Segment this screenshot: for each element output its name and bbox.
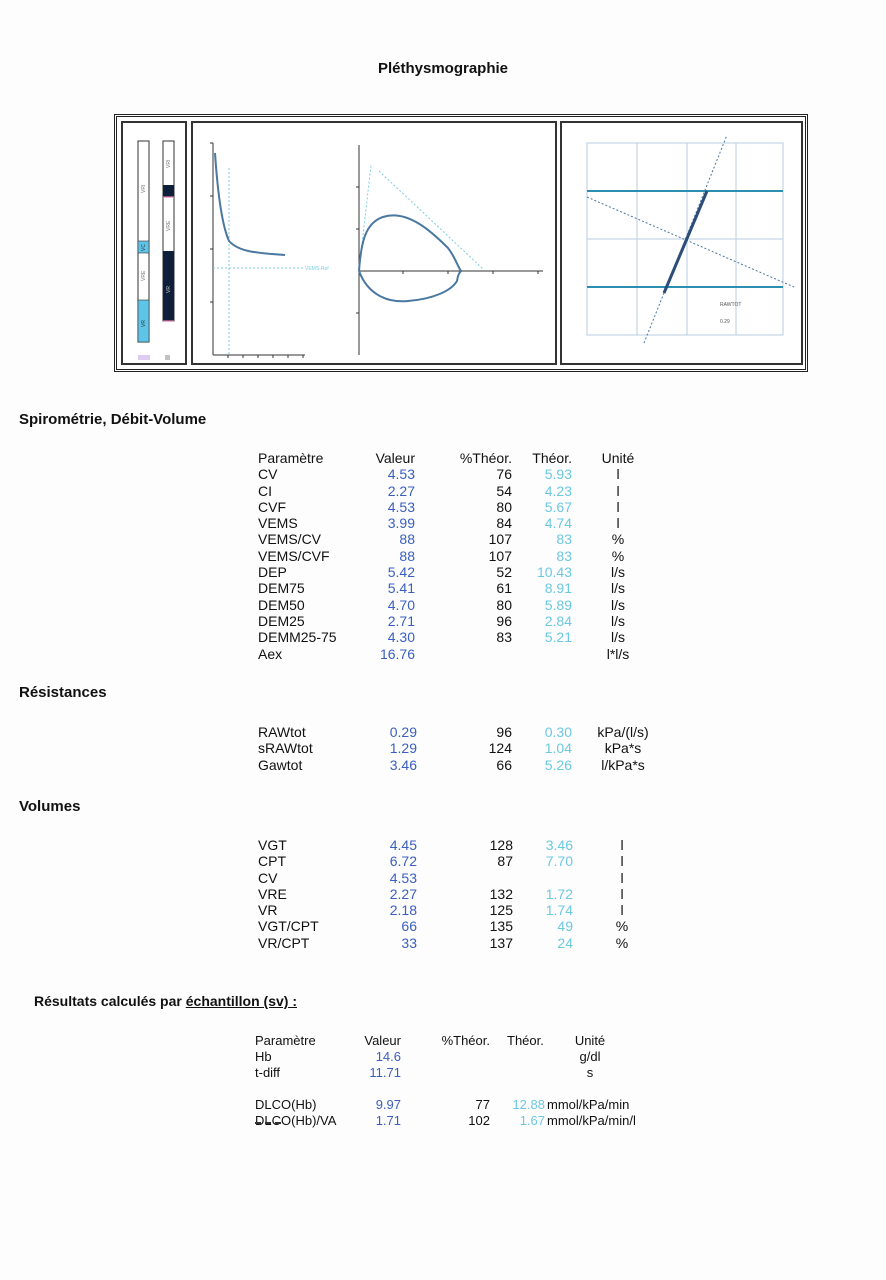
value-cell: 2.27 — [387, 482, 415, 499]
percent-theor-cell: 52 — [496, 564, 512, 581]
bar2-dark-segment-top — [163, 185, 174, 197]
theor-cell: 10.43 — [536, 564, 572, 581]
value-cell: 5.42 — [387, 564, 415, 581]
bar2-dark-segment-bottom — [163, 251, 174, 321]
value-cell: 0.29 — [389, 724, 417, 740]
param-cell: DLCO(Hb) — [255, 1097, 317, 1112]
param-cell: CV — [258, 466, 278, 483]
param-cell: VEMS/CV — [258, 531, 322, 548]
unit-cell: l/s — [611, 564, 625, 581]
table-row — [258, 531, 678, 547]
vt-curve — [215, 153, 285, 255]
unit-cell: % — [615, 918, 629, 935]
percent-theor-cell: 132 — [489, 885, 513, 902]
value-cell: 1.29 — [389, 740, 417, 757]
table-row — [258, 646, 678, 662]
percent-theor-cell: 76 — [496, 466, 512, 483]
value-cell: 2.71 — [387, 612, 415, 629]
value-cell: 5.41 — [387, 580, 415, 597]
table-row — [258, 757, 678, 773]
header-pct: %Théor. — [459, 450, 512, 466]
unit-cell: s — [586, 1065, 594, 1080]
param-cell: CI — [258, 482, 272, 499]
value-cell: 4.45 — [389, 837, 417, 853]
percent-theor-cell: 96 — [496, 724, 512, 740]
fv-expiratory-curve — [359, 215, 461, 271]
table-row — [258, 870, 678, 886]
param-cell: DEM75 — [258, 580, 305, 597]
sample-title-underlined: échantillon (sv) : — [185, 993, 297, 1009]
unit-cell: kPa/(l/s) — [597, 724, 649, 740]
param-cell: CV — [258, 869, 278, 886]
value-cell: 4.53 — [387, 498, 415, 515]
sample-table — [255, 1033, 675, 1129]
table-row — [258, 902, 678, 918]
percent-theor-cell: 137 — [489, 934, 513, 951]
table-row — [258, 853, 678, 869]
theor-cell: 49 — [557, 918, 573, 935]
theor-cell: 7.70 — [545, 853, 573, 870]
value-cell: 4.53 — [389, 869, 417, 886]
theor-cell: 24 — [557, 934, 573, 951]
table-row — [258, 935, 678, 951]
percent-theor-cell: 135 — [489, 918, 513, 935]
header-param: Paramètre — [255, 1033, 316, 1048]
table-row — [258, 886, 678, 902]
sample-title-prefix: Résultats calculés par — [34, 993, 186, 1009]
value-cell: 4.70 — [387, 596, 415, 613]
param-cell: VR — [258, 902, 278, 919]
param-cell: VR/CPT — [258, 934, 310, 951]
table-row — [258, 918, 678, 934]
truncated-row-fragment — [255, 1122, 281, 1126]
param-cell: Gawtot — [258, 756, 303, 773]
param-cell: Aex — [258, 645, 283, 662]
flow-volume-panel — [191, 121, 557, 365]
value-cell: 1.71 — [375, 1113, 401, 1128]
unit-cell: l/s — [611, 580, 625, 597]
bar1-label-vr: VR — [141, 320, 147, 327]
table-row — [258, 483, 678, 499]
unit-cell: l/kPa*s — [601, 756, 645, 773]
param-cell: VRE — [258, 885, 287, 902]
percent-theor-cell: 128 — [489, 837, 513, 853]
theor-cell: 83 — [556, 531, 572, 548]
page-title: Pléthysmographie — [377, 60, 509, 77]
theor-cell: 83 — [556, 547, 572, 564]
header-unit: Unité — [574, 1033, 606, 1048]
unit-cell: l — [620, 902, 624, 919]
param-cell: DEM25 — [258, 612, 305, 629]
theor-cell: 5.93 — [544, 466, 572, 483]
param-cell: VEMS — [258, 515, 298, 532]
theor-cell: 5.21 — [544, 629, 572, 646]
param-cell: VEMS/CVF — [258, 547, 330, 564]
unit-cell: % — [611, 547, 625, 564]
param-cell: CPT — [258, 853, 286, 870]
unit-cell: l — [620, 869, 624, 886]
table-row — [255, 1097, 675, 1113]
unit-cell: l/s — [611, 612, 625, 629]
value-cell: 88 — [399, 531, 415, 548]
header-unit: Unité — [601, 450, 635, 466]
theor-cell: 5.26 — [544, 756, 572, 773]
bar1-label-vre: VRE — [141, 270, 147, 281]
percent-theor-cell: 107 — [488, 531, 512, 548]
theor-cell: 1.67 — [519, 1113, 545, 1128]
table-row — [258, 499, 678, 515]
unit-cell: l — [616, 515, 620, 532]
theor-cell: 4.23 — [544, 482, 572, 499]
table-row — [255, 1113, 675, 1129]
unit-cell: l — [616, 482, 620, 499]
resistance-panel — [560, 121, 803, 365]
theor-cell: 1.04 — [544, 740, 572, 757]
value-cell: 4.30 — [387, 629, 415, 646]
unit-cell: mmol/kPa/min — [547, 1097, 630, 1112]
table-row — [258, 548, 678, 564]
plethysmography-figure — [114, 114, 808, 372]
resistances-table — [258, 724, 678, 773]
value-cell: 33 — [401, 934, 417, 951]
value-cell: 11.71 — [369, 1065, 401, 1080]
table-row — [258, 724, 678, 740]
table-row — [258, 629, 678, 645]
value-cell: 88 — [399, 547, 415, 564]
table-row — [255, 1065, 675, 1081]
header-value: Valeur — [375, 450, 415, 466]
bar2-label-vr: VR — [166, 286, 172, 293]
value-cell: 66 — [401, 918, 417, 935]
table-row — [258, 515, 678, 531]
table-row — [255, 1049, 675, 1065]
header-theor: Théor. — [532, 450, 572, 466]
value-cell: 3.99 — [387, 515, 415, 532]
param-cell: DEM50 — [258, 596, 305, 613]
bar2-label-vre: VRE — [166, 220, 172, 231]
percent-theor-cell: 83 — [496, 629, 512, 646]
res-loop — [664, 191, 707, 293]
unit-cell: l — [616, 466, 620, 483]
res-value-label: 0.29 — [720, 319, 730, 325]
section-sample-results — [34, 993, 297, 1009]
unit-cell: kPa*s — [604, 740, 642, 757]
header-pct: %Théor. — [441, 1033, 490, 1048]
table-row — [258, 564, 678, 580]
unit-cell: g/dl — [579, 1049, 601, 1064]
value-cell: 3.46 — [389, 756, 417, 773]
percent-theor-cell: 102 — [468, 1113, 490, 1128]
fv-inspiratory-curve — [359, 271, 461, 301]
percent-theor-cell: 80 — [496, 596, 512, 613]
volume-bars-panel — [121, 121, 187, 365]
table-row — [258, 580, 678, 596]
unit-cell: l/s — [611, 596, 625, 613]
section-resistances: Résistances — [19, 684, 107, 701]
section-spirometry: Spirométrie, Débit-Volume — [19, 411, 207, 428]
value-cell: 16.76 — [379, 645, 415, 662]
table-row — [258, 613, 678, 629]
table-row — [258, 466, 678, 482]
percent-theor-cell: 84 — [496, 515, 512, 532]
theor-cell: 12.88 — [512, 1097, 545, 1112]
percent-theor-cell: 66 — [496, 756, 512, 773]
theor-cell: 2.84 — [544, 612, 572, 629]
theor-cell: 1.74 — [545, 902, 573, 919]
section-volumes: Volumes — [19, 798, 81, 815]
param-cell: RAWtot — [258, 724, 306, 740]
res-name-label: RAWTOT — [720, 302, 742, 308]
unit-cell: l/s — [611, 629, 625, 646]
table-header — [258, 450, 678, 466]
param-cell: VGT/CPT — [258, 918, 319, 935]
header-param: Paramètre — [258, 450, 324, 466]
percent-theor-cell: 87 — [497, 853, 513, 870]
bar1-label-vc: VC — [141, 244, 147, 251]
percent-theor-cell: 124 — [488, 740, 512, 757]
theor-cell: 4.74 — [544, 515, 572, 532]
theor-cell: 1.72 — [545, 885, 573, 902]
spirometry-table — [258, 450, 678, 662]
percent-theor-cell: 125 — [489, 902, 513, 919]
header-theor: Théor. — [507, 1033, 544, 1048]
param-cell: sRAWtot — [258, 740, 313, 757]
table-row — [258, 837, 678, 853]
percent-theor-cell: 54 — [496, 482, 512, 499]
unit-cell: l — [616, 498, 620, 515]
percent-theor-cell: 96 — [496, 612, 512, 629]
percent-theor-cell: 107 — [488, 547, 512, 564]
param-cell: VGT — [258, 837, 287, 853]
unit-cell: % — [611, 531, 625, 548]
percent-theor-cell: 80 — [496, 498, 512, 515]
unit-cell: l — [620, 837, 624, 853]
unit-cell: % — [615, 934, 629, 951]
theor-cell: 5.67 — [544, 498, 572, 515]
unit-cell: l*l/s — [606, 645, 630, 662]
value-cell: 2.27 — [389, 885, 417, 902]
theor-cell: 8.91 — [544, 580, 572, 597]
unit-cell: l — [620, 885, 624, 902]
bar2-label-vri: VRI — [166, 159, 172, 168]
table-row — [258, 597, 678, 613]
fv-predicted-envelope — [359, 165, 483, 271]
volume-bars-svg — [123, 123, 185, 369]
param-cell: DLCO(Hb)/VA — [255, 1113, 337, 1128]
header-value: Valeur — [364, 1033, 401, 1048]
unit-cell: l — [620, 853, 624, 870]
value-cell: 4.53 — [387, 466, 415, 483]
value-cell: 9.97 — [375, 1097, 401, 1112]
value-cell: 6.72 — [389, 853, 417, 870]
theor-cell: 3.46 — [545, 837, 573, 853]
value-cell: 2.18 — [389, 902, 417, 919]
table-row — [258, 740, 678, 756]
param-cell: DEP — [258, 564, 287, 581]
table-header — [255, 1033, 675, 1049]
unit-cell: mmol/kPa/min/l — [547, 1113, 636, 1128]
value-cell: 14.6 — [375, 1049, 401, 1064]
param-cell: t-diff — [255, 1065, 281, 1080]
volumes-table — [258, 837, 678, 951]
param-cell: CVF — [258, 498, 286, 515]
param-cell: Hb — [255, 1049, 272, 1064]
flow-volume-svg — [193, 123, 555, 369]
percent-theor-cell: 77 — [475, 1097, 490, 1112]
theor-cell: 0.30 — [544, 724, 572, 740]
resistance-svg — [562, 123, 801, 369]
param-cell: DEMM25-75 — [258, 629, 337, 646]
bar1-label-vri: VRI — [141, 184, 147, 193]
vt-ref-label: VEMS-Ref — [305, 266, 329, 272]
theor-cell: 5.89 — [544, 596, 572, 613]
res-perp-line — [587, 197, 794, 287]
percent-theor-cell: 61 — [496, 580, 512, 597]
